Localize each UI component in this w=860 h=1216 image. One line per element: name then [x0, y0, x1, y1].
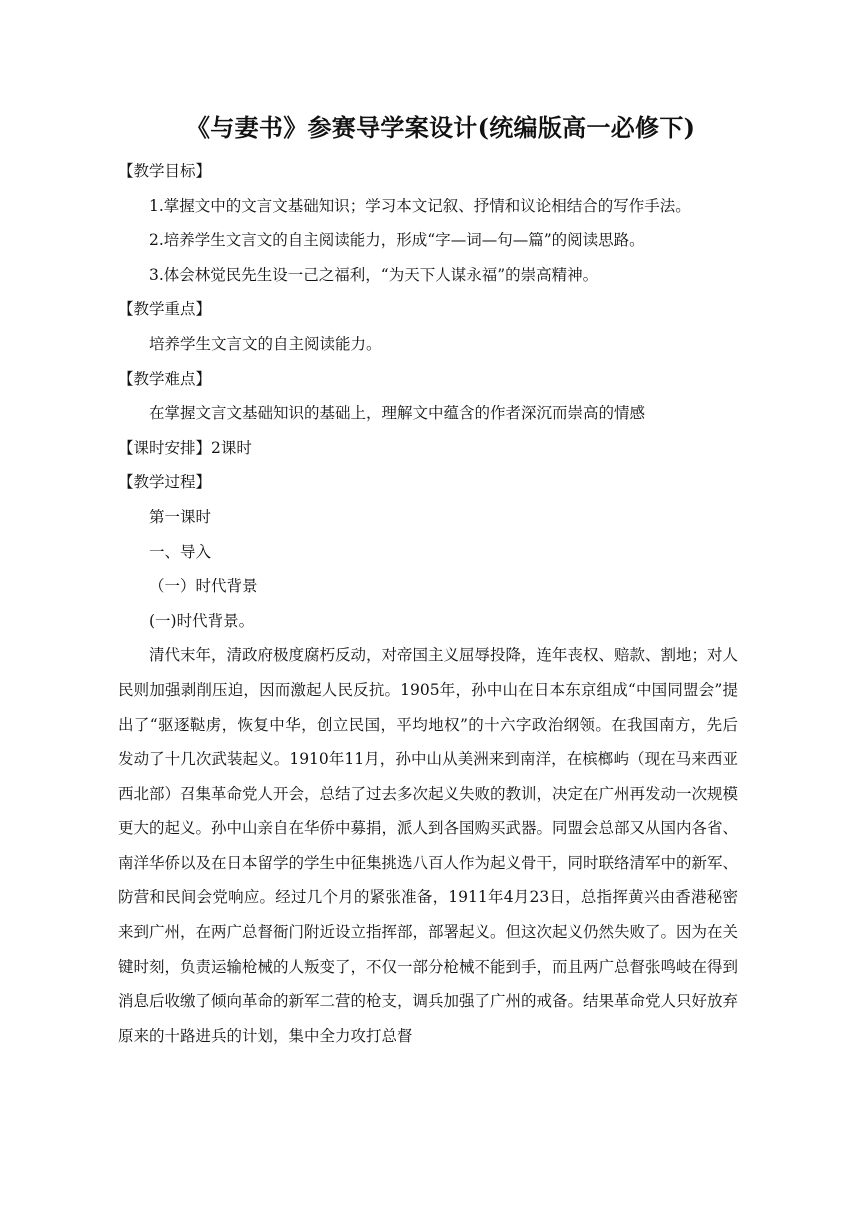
objective-item-3: 3.体会林觉民先生设一己之福利，“为天下人谋永福”的崇高精神。 — [149, 265, 599, 284]
document-title: 《与妻书》参赛导学案设计(统编版高一必修下) — [186, 113, 696, 142]
objective-item-1: 1.掌握文中的文言文基础知识；学习本文记叙、抒情和议论相结合的写作手法。 — [149, 196, 691, 215]
difficulties-text: 在掌握文言文基础知识的基础上，理解文中蕴含的作者深沉而崇高的情感 — [149, 404, 646, 423]
background-subheading: （一）时代背景 — [149, 577, 258, 596]
background-subheading-repeat: (一)时代背景。 — [149, 611, 255, 630]
section-heading-key-points: 【教学重点】 — [118, 300, 212, 319]
background-paragraph: 清代末年，清政府极度腐朽反动，对帝国主义屈辱投降，连年丧权、赔款、割地；对人民则加强剥削压迫，因而激起人民反抗。1905年，孙中山在日本东京组成“中国同盟会”提出了“驱逐鞑虏，恢复中华，创立民国，平均地权”的十六字政治纲领。在我国南方，先后发动了十几次武装起义。1910年11月，孙中山从美洲来到南洋，在槟榔屿（现在马来西亚西北部）召集革命党人开会，总结了过去多次起义失败的教训，决定在广州再发动一次规模更大的起义。孙中山亲自在华侨中募捐，派人到各国购买武器。同盟会总部又从国内各省、南洋华侨以及在日本留学的学生中征集挑选八百人作为起义骨干，同时联络清军中的新军、防营和民间会党响应。经过几个月的紧张准备，1911年4月23日，总指挥黄兴由香港秘密来到广州，在两广总督衙门附近设立指挥部，部署起义。但这次起义仍然失败了。因为在关键时刻，负责运输枪械的人叛变了，不仅一部分枪械不能到手，而且两广总督张鸣岐在得到消息后收缴了倾向革命的新军二营的枪支，调兵加强了广州的戒备。结果革命党人只好放弃原来的十路进兵的计划，集中全力攻打总督 — [118, 646, 739, 1045]
lesson-one-heading: 第一课时 — [149, 507, 212, 526]
objective-item-2: 2.培养学生文言文的自主阅读能力，形成“字—词—句—篇”的阅读思路。 — [149, 231, 645, 250]
section-heading-process: 【教学过程】 — [118, 473, 212, 492]
section-heading-objectives: 【教学目标】 — [118, 162, 212, 180]
key-points-text: 培养学生文言文的自主阅读能力。 — [149, 334, 382, 353]
document-body — [118, 154, 738, 1053]
section-heading-difficulties: 【教学难点】 — [118, 369, 212, 388]
introduction-heading: 一、导入 — [149, 542, 212, 561]
section-heading-schedule: 【课时安排】2课时 — [118, 438, 252, 457]
